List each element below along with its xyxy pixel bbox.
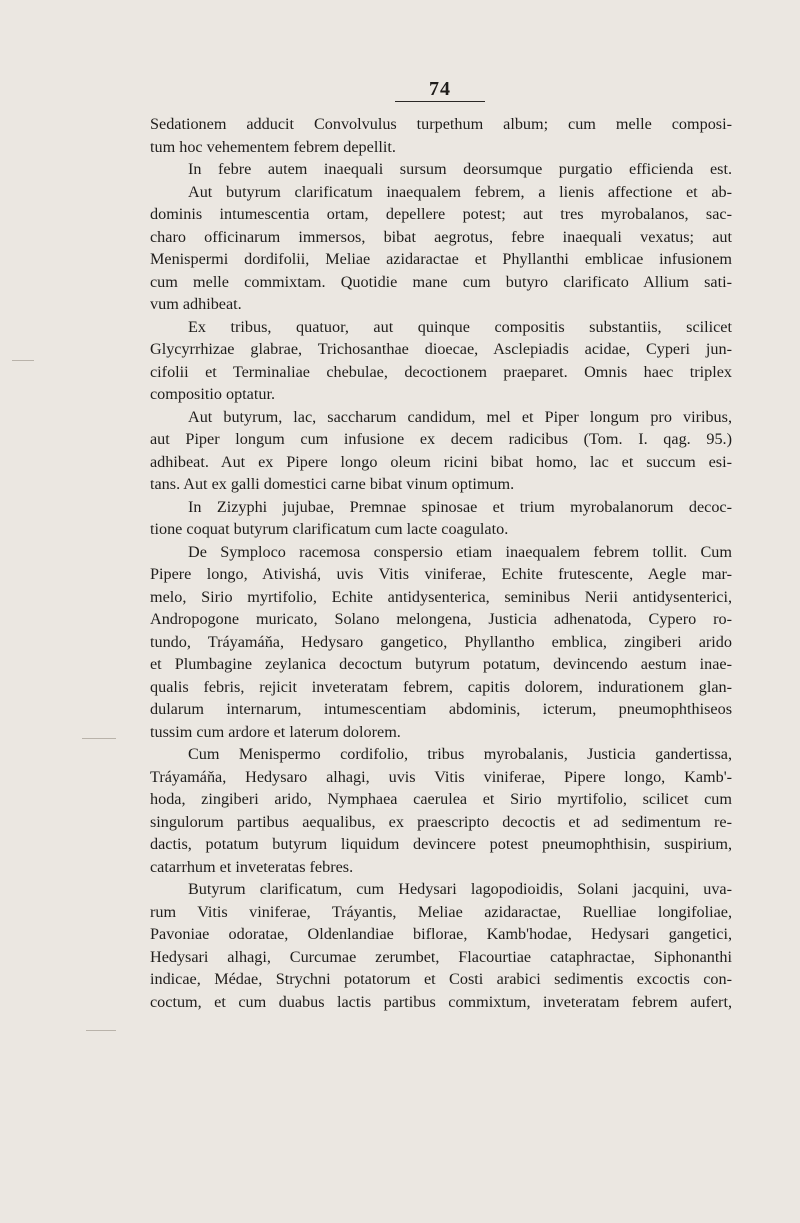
paragraph: [150, 181, 732, 316]
paragraph: [150, 743, 732, 878]
text-line: Aut butyrum clarificatum inaequalem febrem, a lienis affectione et ab-: [188, 182, 732, 201]
paragraph: [150, 406, 732, 496]
text-line: cifolii et Terminaliae chebulae, decoctionem praeparet. Omnis haec triplex: [150, 362, 732, 381]
text-line: dominis intumescentia ortam, depellere potest; aut tres myrobalanos, sac-: [150, 205, 732, 223]
paragraph: [150, 113, 732, 158]
text-line: tans. Aut ex galli domestici carne bibat vinum optimum.: [150, 475, 515, 493]
text-line: Tráyamáňa, Hedysaro alhagi, uvis Vitis viniferae, Pipere longo, Kamb'-: [150, 767, 732, 786]
body-text: [150, 113, 732, 1013]
paragraph: [150, 878, 732, 1013]
text-line: rum Vitis viniferae, Tráyantis, Meliae azidaractae, Ruelliae longifoliae,: [150, 902, 732, 921]
text-line: adhibeat. Aut ex Pipere longo oleum ricini bibat homo, lac et succum esi-: [150, 452, 732, 471]
text-line: Hedysari alhagi, Curcumae zerumbet, Flacourtiae cataphractae, Siphonanthi: [150, 947, 732, 966]
margin-mark: [82, 738, 116, 739]
text-line: De Symploco racemosa conspersio etiam inaequalem febrem tollit. Cum: [188, 542, 732, 561]
text-line: Pavoniae odoratae, Oldenlandiae biflorae, Kamb'hodae, Hedysari gangetici,: [150, 925, 732, 943]
text-line: Glycyrrhizae glabrae, Trichosanthae dioecae, Asclepiadis acidae, Cyperi jun-: [150, 340, 732, 358]
margin-mark: [86, 1030, 116, 1031]
paragraph: [150, 158, 732, 181]
paragraph: [150, 316, 732, 406]
text-line: Menispermi dordifolii, Meliae azidaractae et Phyllanthi emblicae infusionem: [150, 250, 732, 268]
text-line: In febre autem inaequali sursum deorsumque purgatio efficienda est.: [188, 160, 732, 178]
header-rule: [395, 101, 485, 102]
text-line: Butyrum clarificatum, cum Hedysari lagopodioidis, Solani jacquini, uva-: [188, 880, 732, 898]
text-line: vum adhibeat.: [150, 295, 242, 313]
text-line: Pipere longo, Ativishá, uvis Vitis viniferae, Echite frutescente, Aegle mar-: [150, 565, 732, 583]
text-line: tundo, Tráyamáňa, Hedysaro gangetico, Phyllantho emblica, zingiberi arido: [150, 632, 732, 651]
text-line: tussim cum ardore et laterum dolorem.: [150, 722, 401, 741]
page-number: 74: [429, 78, 451, 100]
text-line: qualis febris, rejicit inveteratam febrem, capitis dolorem, indurationem glan-: [150, 677, 732, 696]
text-line: Ex tribus, quatuor, aut quinque compositis substantiis, scilicet: [188, 317, 732, 336]
text-line: compositio optatur.: [150, 385, 275, 403]
text-line: cum melle commixtam. Quotidie mane cum butyro clarificato Allium sati-: [150, 272, 732, 291]
paragraph: [150, 541, 732, 744]
text-line: charo officinarum immersos, bibat aegrotus, febre inaequali vexatus; aut: [150, 227, 732, 246]
text-line: dularum internarum, intumescentiam abdominis, icterum, pneumophthiseos: [150, 700, 732, 718]
text-line: et Plumbagine zeylanica decoctum butyrum potatum, devincendo aestum inae-: [150, 655, 732, 673]
text-line: catarrhum et inveteratas febres.: [150, 857, 354, 876]
text-line: hoda, zingiberi arido, Nymphaea caerulea et Sirio myrtifolio, scilicet cum: [150, 790, 732, 808]
text-line: tum hoc vehementem febrem depellit.: [150, 137, 396, 156]
text-line: coctum, et cum duabus lactis partibus commixtum, inveteratam febrem aufert,: [150, 992, 732, 1011]
text-line: aut Piper longum cum infusione ex decem radicibus (Tom. I. qag. 95.): [150, 430, 732, 448]
text-line: Aut butyrum, lac, saccharum candidum, mel et Piper longum pro viribus,: [188, 407, 732, 426]
text-line: melo, Sirio myrtifolio, Echite antidysenterica, seminibus Nerii antidysenterici,: [150, 587, 732, 606]
text-line: Cum Menispermo cordifolio, tribus myrobalanis, Justicia gandertissa,: [188, 745, 732, 763]
margin-mark: [12, 360, 34, 361]
text-line: In Zizyphi jujubae, Premnae spinosae et trium myrobalanorum decoc-: [188, 497, 732, 516]
text-line: indicae, Médae, Strychni potatorum et Costi arabici sedimentis excoctis con-: [150, 970, 732, 988]
text-line: Andropogone muricato, Solano melongena, Justicia adhenatoda, Cypero ro-: [150, 610, 732, 628]
paragraph: [150, 496, 732, 541]
text-line: dactis, potatum butyrum liquidum devincere potest pneumophthisin, suspirium,: [150, 835, 732, 853]
text-line: tione coquat butyrum clarificatum cum lacte coagulato.: [150, 520, 509, 538]
text-line: singulorum partibus aequalibus, ex praescripto decoctis et ad sedimentum re-: [150, 812, 732, 831]
text-line: Sedationem adducit Convolvulus turpethum album; cum melle composi-: [150, 115, 732, 133]
